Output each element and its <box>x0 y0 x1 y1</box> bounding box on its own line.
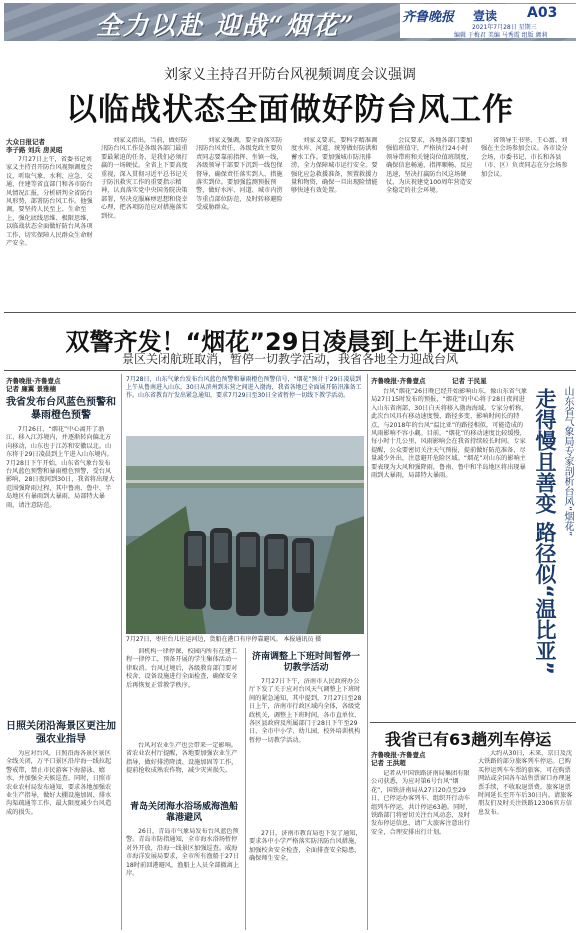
right-headline: 走得慢且善变 路径似“温比亚” <box>533 388 557 675</box>
right-headline-2: 我省已有63趟列车停运 <box>385 730 552 749</box>
right-body-3: 大约从30日，未来，京日及沈大铁路的部分旅客列车停运。已购买停运列车车票的旅客，可在购票网站或全国各车站售票窗口办理退票手续，不收取退票费。旅客退票时间延长至开车后30日内。请旅客朋友们及时关注铁路12306官方信息发布。 <box>478 750 573 816</box>
newspaper-logo: 齐鲁晚报 <box>402 10 455 25</box>
page-number: A03 <box>527 5 558 21</box>
lead-byline-reporters: 李子路 刘兵 房灵昭 <box>6 146 63 154</box>
left-body: 7月26日，“烟花”中心离开了浙江，移入江苏境内，并逐渐转向偏北方向移动，山东也于江苏和安徽以北。山东将于29日凌晨到上午进入山东境内。7月28日下午开始，山东省气象台发布台风蓝色预警和暴雨橙色预警，受台风影响，28日夜间到30日，我省将出现大范围强降雨过程，其中鲁南、鲁中、半岛地区有暴雨到大暴雨，局部特大暴雨，请注意防范。 <box>6 426 115 509</box>
column-rule-right <box>367 374 368 930</box>
right-kicker: 山东省气象局专家剖析台风“烟花” <box>562 386 573 537</box>
lead-column-5: 会议要求，各地各部门要加强值班值守，严格执行24小时领导带班和关键岗位值班制度，确保信息畅通、指挥顺畅、反应迅速，坚决打赢防台风这场硬仗，为庆祝建党100周年营造安全稳定的社会环境。 <box>386 137 473 195</box>
right-byline-reporter: 记者 于民星 <box>452 377 487 385</box>
right-byline-outlet: 齐鲁晚报·齐鲁壹点 <box>371 377 426 385</box>
lead-column-2: 刘家义指出，当前，做好防汛防台风工作是各级各部门最重要最紧迫的任务，是我们必须打赢的一场硬仗。全省上下要高度重视，深入贯彻习近平总书记关于防汛救灾工作的重要指示精神，认真落实党中央国务院决策部署，坚决克服麻痹思想和侥幸心理，把各项防范应对措施落实到位。 <box>101 137 188 220</box>
lead-column-4: 刘家义要求，要科学精准调度水库、河道，统筹做好防洪和蓄水工作。要加强城市防汛排涝，全力保障城市运行安全。要强化应急救援准备，预置救援力量和物资，确保一旦出现险情能够快速有效处置。 <box>291 137 378 195</box>
mid-body-b: 台风对农业生产也会带来一定影响。省农业农村厅提醒，各地要加强农业生产指导，做好排涝降渍、设施加固等工作，提前抢收成熟农作物，减少灾害损失。 <box>126 742 238 775</box>
mid-headline-b: 济南调整上下班时间暂停一切教学活动 <box>251 652 360 673</box>
harbor-photo-illustration <box>126 436 364 634</box>
lead-column-3: 刘家义强调，要全面落实防汛防台风责任，各级党政主要负责同志要靠前指挥、坐镇一线，各级领导干部要下沉到一线包保督导，确保责任落实到人、措施落实到位。要加强监测预报预警，做好水库、河道、城市内涝等重点部位防范，及时转移避险受威胁群众。 <box>196 137 283 212</box>
right-byline-outlet-2: 齐鲁晚报·齐鲁壹点 <box>371 751 426 759</box>
mid-body-e: 27日，济南市教育局也下发了通知，要求各中小学严格落实防汛防台风措施，加强校舍安全检查，全面排查安全隐患，确保师生安全。 <box>249 830 362 863</box>
lead-headline: 以临战状态全面做好防台风工作 <box>66 92 514 128</box>
lead-byline-outlet: 大众日报记者 <box>6 138 45 146</box>
banner-slogan: 全力以赴 迎战“烟花” <box>96 11 356 40</box>
right-byline-reporter-2: 记者 王洪超 <box>371 759 406 767</box>
staff-credits: 编辑 于梅君 美编 马秀霞 组版 颜莉 <box>454 32 548 39</box>
lead-column-6: 省领导王书坚、王心富、刘强在主会场参加会议。各市设分会场，市委书记、市长和各县（市、区）负责同志在分会场参加会议。 <box>481 137 568 178</box>
section-name: 壹读 <box>473 9 498 23</box>
left-headline: 我省发布台风蓝色预警和暴雨橙色预警 <box>6 397 116 421</box>
mid-body-a: 训机构一律停课，校园内所有在建工程一律停工，预备开展的学生集体活动一律取消。台风过境后，各级教育部门要对校舍、设备设施进行全面检查，确保安全后再恢复正常教学秩序。 <box>126 648 238 689</box>
lead-kicker: 刘家义主持召开防台风视频调度会议强调 <box>164 67 416 83</box>
mid-headline-a: 青岛关闭海水浴场威海渔船靠港避风 <box>130 802 239 823</box>
photo-caption-bottom: 7月27日，枣庄台儿庄运河边，货船在港口有序停靠避风。 本报通讯员 摄 <box>126 636 322 643</box>
photo-caption-top: 7月28日，山东气象台发布台风蓝色预警和暴雨橙色预警信号，“烟花”预计于29日凌晨到上午从鲁南进入山东，30日从滨州到东营之间进入渤海，我省各地已全面展开防汛准备工作。山东省教育厅发出紧急通知，要求7月29日至30日全省暂停一切线下教学活动。 <box>126 376 362 399</box>
mid-body-d: 7月27日下午，济南市人民政府办公厅下发了关于应对台风天气调整上下班时间的紧急通知，其中提到，7月27日至28日上午，济南市行政区域内全体，各级党政机关，调整上下班时间，各市直单位、各区县政府及所属部门于28日下午至29日，全市中小学、幼儿园、校外培训机构暂停一切教学活动。 <box>249 678 362 744</box>
section-divider-2 <box>4 370 576 371</box>
section-divider <box>4 312 576 313</box>
lead-column-1: 7月27日上午，省委书记刘家义主持召开防台风视频调度会议，听取气象、水利、应急、交通、住建等省直部门和各市防台风情况汇报，分析研判全省防台风形势，部署防台风工作。他强调，要坚持人民至上、生命至上，强化底线思维、极限思维，以临战状态全面做好防台风各项工作，切实保障人民群众生命财产安全。 <box>6 156 93 248</box>
right-divider <box>370 722 576 723</box>
second-headline: 双警齐发！“烟花”29日凌晨到上午进山东 <box>65 328 515 356</box>
left-byline-reporters: 记者 廉翼 景雅楠 <box>6 385 57 393</box>
mid-body-c: 26日，青岛市气象局发布台风蓝色预警。青岛市防指通知，全市海水浴场暂停对外开放，沿海一线景区加强巡查。威海市海洋发展局要求，全市所有渔船于27日18时前回港避风，渔船上人员全部撤离上岸。 <box>126 828 240 878</box>
column-rule-left <box>121 374 122 930</box>
left-headline-2: 日照关闭沿海景区更注加强农业指导 <box>6 721 116 745</box>
right-body-2: 记者从中国铁路济南局集团有限公司获悉，为应对第6号台风“烟花”，国铁济南局从27日20点至29日，已停运办客列车、组织开行动车组列车停运，共计停运63趟。同时，铁路部门将密切关注台风动态，及时发布停运信息，请广大旅客注意出行安全，合理安排出行计划。 <box>371 770 472 836</box>
issue-date: 2021年7月28日 星期三 <box>472 24 537 31</box>
left-body-2: 为应对台风，日照沿海各景区景区全线关闭，万平口景区沿岸海一线拉起警戒带，禁止市民游客下海游泳、嬉水，并加强全天候巡查。同时，日照市农业农村局发布通知，要求各地加强农业生产指导，做好大棚设施加固、排水沟渠疏通等工作，最大限度减少台风造成的损失。 <box>6 750 112 816</box>
left-byline-outlet: 齐鲁晚报·齐鲁壹点 <box>6 377 61 385</box>
right-body: 台风“烟花”26日晚已经开始影响山东，像山东省气象局27日15时发布的预报，“烟花”的中心将于28日夜间进入山东省南部，30日白天将移入渤海海域。专家分析称，此次台风具有移动速度慢、路径多变、影响时间长的特点，与2018年的台风“温比亚”的路径相似，可能造成的风雨影响不容小觑。目前，“烟花”的移动速度比较缓慢，每小时十几公里，风雨影响会在我省持续较长时间。专家提醒，公众要密切关注天气预报，提前做好防范准备，尽量减少外出，注意避开危险区域。“烟花”对山东的影响主要表现为大风和强降雨，鲁南、鲁中和半岛地区将出现暴雨到大暴雨，局部特大暴雨。 <box>371 388 528 480</box>
masthead <box>400 4 576 38</box>
second-subhead: 景区关闭航班取消，暂停一切教学活动，我省各地全力迎战台风 <box>121 352 458 366</box>
news-photo <box>126 436 364 634</box>
column-rule-mid <box>245 648 246 930</box>
